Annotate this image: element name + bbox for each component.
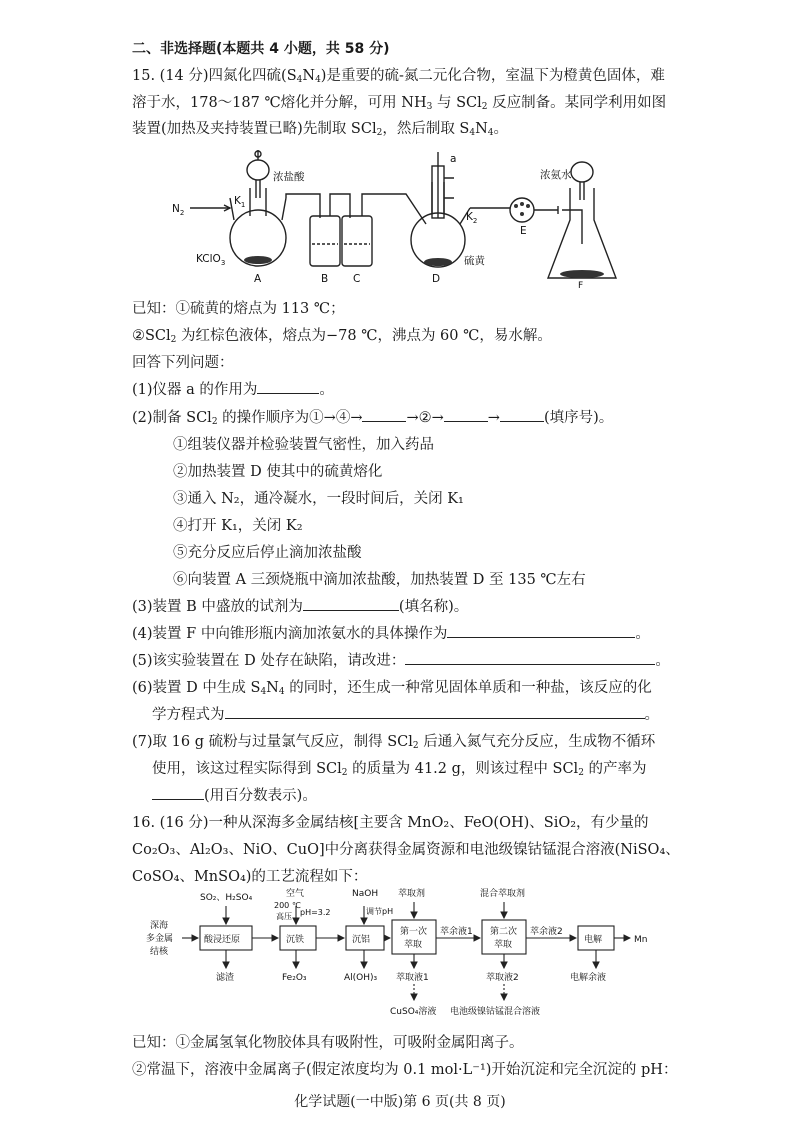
answer-blank[interactable]	[500, 407, 544, 422]
flow-extractant: 萃取剂	[398, 889, 426, 899]
label-a: a	[450, 153, 457, 165]
flow-box-ext1-b: 萃取	[404, 940, 423, 950]
label-E: E	[520, 225, 527, 237]
flow-box-electrolysis: 电解	[584, 935, 603, 945]
flow-residue: 滤渣	[216, 973, 235, 983]
flow-reagent-1: SO₂、H₂SO₄	[200, 893, 253, 903]
answer-blank[interactable]	[152, 785, 204, 800]
label-k2: $K_2$	[466, 211, 478, 225]
label-D: D	[432, 273, 441, 285]
label-B: B	[321, 273, 329, 285]
step-4: ④打开 K₁，关闭 K₂	[173, 518, 303, 534]
flow-cuso4: CuSO₄溶液	[390, 1007, 437, 1017]
step-6: ⑥向装置 A 三颈烧瓶中滴加浓盐酸，加热装置 D 至 135 ℃左右	[173, 572, 586, 588]
answer-blank[interactable]	[405, 650, 655, 665]
flow-air: 空气	[286, 889, 305, 899]
q15-sub5: (5)该实验装置在 D 处存在缺陷，请改进： 。	[132, 649, 670, 670]
flow-box-al: 沉铝	[352, 935, 371, 945]
label-conc-hcl: 浓盐酸	[273, 171, 305, 183]
q15-intro-line3: 装置(加热及夹持装置已略)先制取 SCl$_2$，然后制取 $S_4N_4$。	[132, 121, 509, 138]
answer-blank[interactable]	[257, 379, 319, 394]
flow-raffinate-2: 萃余液2	[530, 927, 563, 937]
page-footer: 化学试题(一中版)第 6 页(共 8 页)	[294, 1094, 506, 1110]
flow-battery-solution: 电池级镍钴锰混合溶液	[450, 1007, 541, 1017]
flow-mn: Mn	[634, 935, 648, 945]
q15-sub1: (1)仪器 a 的作用为 。	[132, 378, 334, 399]
q15-sub2: (2)制备 SCl$_2$ 的操作顺序为①→④→ →②→ → (填序号)。	[132, 406, 613, 427]
flow-box-ext2-a: 第二次	[490, 927, 518, 937]
answer-blank[interactable]	[303, 596, 399, 611]
q15-sub7-line3: (用百分数表示)。	[152, 784, 317, 805]
flow-mixed-extractant: 混合萃取剂	[480, 889, 526, 899]
step-3: ③通入 N₂，通冷凝水，一段时间后，关闭 K₁	[173, 491, 464, 507]
q16-intro-line1: 16. (16 分)一种从深海多金属结核[主要含 MnO₂、FeO(OH)、SiO₂，有少量的	[132, 815, 649, 831]
flow-cond-1: 200 ℃	[274, 901, 301, 910]
label-kclo3: KClO$_3$	[196, 253, 226, 267]
label-A: A	[254, 273, 262, 285]
flow-box-ext2-b: 萃取	[494, 940, 513, 950]
q15-sub7-line1: (7)取 16 g 硫粉与过量氯气反应，制得 SCl$_2$ 后通入氮气充分反应，生成物不循环	[132, 734, 656, 751]
flow-extract-2: 萃取液2	[486, 973, 519, 983]
label-n2: $N_2$	[172, 203, 185, 217]
flow-naoh: NaOH	[352, 889, 379, 899]
flow-raw-1: 深海	[150, 921, 169, 931]
apparatus-diagram	[170, 148, 630, 288]
process-flowchart	[140, 884, 670, 1024]
flow-raw-2: 多金属	[146, 934, 174, 944]
q15-sub6-line1: (6)装置 D 中生成 $S_4N_4$ 的同时，还生成一种常见固体单质和一种盐，该反应的化	[132, 680, 652, 697]
section-title: 二、非选择题(本题共 4 小题，共 58 分)	[132, 41, 390, 57]
q15-sub3: (3)装置 B 中盛放的试剂为 (填名称)。	[132, 595, 468, 616]
answer-blank[interactable]	[447, 623, 635, 638]
q15-intro-line1: 15. (14 分)四氮化四硫$(S_4N_4)$是重要的硫-氮二元化合物，室温下为橙黄色固体，难	[132, 68, 665, 85]
label-conc-ammonia: 浓氨水	[540, 169, 572, 181]
q15-sub6-line2: 学方程式为 。	[152, 703, 659, 724]
flow-aloh3: Al(OH)₃	[344, 973, 378, 983]
flow-cond-2: 高压	[276, 912, 292, 921]
flow-electrolyte: 电解余液	[570, 973, 607, 983]
step-1: ①组装仪器并检验装置气密性，加入药品	[173, 437, 434, 453]
q15-sub4: (4)装置 F 中向锥形瓶内滴加浓氨水的具体操作为 。	[132, 622, 650, 643]
flow-adjust-ph: 调节pH	[366, 907, 394, 916]
label-C: C	[353, 273, 361, 285]
flow-box-ext1-a: 第一次	[400, 927, 428, 937]
flow-fe2o3: Fe₂O₃	[282, 973, 307, 983]
step-2: ②加热装置 D 使其中的硫黄熔化	[173, 464, 383, 480]
flow-raffinate-1: 萃余液1	[440, 927, 473, 937]
label-F: F	[578, 281, 584, 288]
flow-raw-3: 结核	[150, 947, 169, 957]
q16-known-1: 已知：①金属氢氧化物胶体具有吸附性，可吸附金属阳离子。	[132, 1035, 524, 1051]
q16-intro-line2: Co₂O₃、Al₂O₃、NiO、CuO]中分离获得金属资源和电池级镍钴锰混合溶液(NiSO₄、	[132, 842, 680, 858]
flow-box-acid-leach: 酸浸还原	[204, 935, 241, 945]
q15-answer-prompt: 回答下列问题：	[132, 355, 234, 371]
answer-blank[interactable]	[225, 704, 645, 719]
q16-known-2: ②常温下，溶液中金属离子(假定浓度均为 0.1 mol·L⁻¹)开始沉淀和完全沉淀的 pH：	[132, 1062, 678, 1078]
q15-known-1: 已知：①硫黄的熔点为 113 ℃；	[132, 301, 345, 317]
label-sulfur: 硫黄	[464, 255, 485, 267]
q16-intro-line3: CoSO₄、MnSO₄)的工艺流程如下：	[132, 869, 368, 885]
q15-known-2: ②SCl$_2$ 为红棕色液体，熔点为−78 ℃，沸点为 60 ℃，易水解。	[132, 328, 552, 345]
flow-ph: pH=3.2	[300, 908, 331, 917]
step-5: ⑤充分反应后停止滴加浓盐酸	[173, 545, 362, 561]
flow-extract-1: 萃取液1	[396, 973, 429, 983]
answer-blank[interactable]	[362, 407, 406, 422]
q15-sub7-line2: 使用，该这过程实际得到 SCl$_2$ 的质量为 41.2 g，则该过程中 SCl$_2$ 的产率为	[152, 761, 647, 778]
answer-blank[interactable]	[444, 407, 488, 422]
label-k1: $K_1$	[234, 195, 246, 209]
q15-intro-line2: 溶于水，178～187 ℃熔化并分解，可用 $NH_3$ 与 SCl$_2$ 反应制备。某同学利用如图	[132, 95, 667, 112]
flow-box-fe: 沉铁	[286, 935, 305, 945]
